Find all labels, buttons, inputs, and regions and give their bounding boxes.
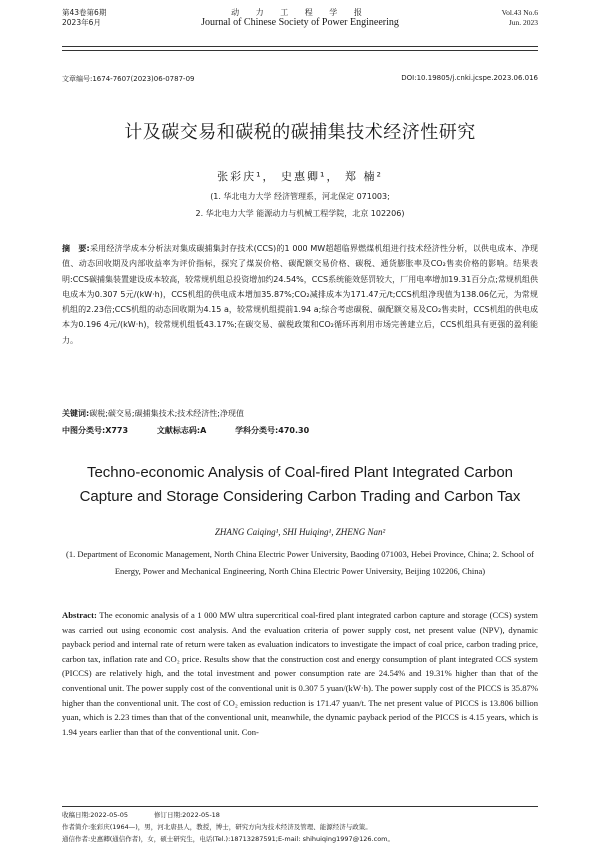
journal-volume-en bbox=[502, 8, 538, 28]
abstract-en-text: The economic analysis of a 1 000 MW ultra supercritical coal-fired plant integrated carbon capture and storage (CCS) system was carried out using economic cost analysis. And the evaluation criteria of power supply cost, net present value (NPV), dynamic payback period and internal rate of return were taken as evaluation indicators to investigate the impact of coal price, carbon trading price, carbon tax, inflation rate and CO₂ price. Results show that the construction cost and energy consumption of plant integrated CCS system (PICCS) are relatively high, and the total investment and power consumption rate are 24.54% and 19.31% higher than that of the conventional unit. The power supply cost of the conventional unit is 0.307 5 yuan/(kW·h). The power supply cost of the PICCS is 35.87% higher than the conventional unit. The cost of CO₂ emission reduction is 171.47 yuan/t. The net present value of PICCS is 13.806 billion yuan, which is 2.23 times than that of the conventional unit, meanwhile, the dynamic payback period of the PICCS is 4.15 years, which is 1.94 years earlier than that of the conventional unit. Con- bbox=[62, 610, 538, 737]
journal-volume bbox=[62, 8, 106, 28]
volume-issue-cn: 第43卷第6期 bbox=[62, 8, 107, 17]
authors-en: ZHANG Caiqing¹, SHI Huiqing¹, ZHENG Nan² bbox=[214, 527, 386, 537]
running-header bbox=[62, 8, 538, 46]
journal-name-cn: 动 力 工 程 学 报 bbox=[231, 8, 369, 17]
article-meta bbox=[62, 74, 538, 84]
revised-date: 修订日期:2022-05-18 bbox=[153, 811, 220, 819]
abstract-en-label: Abstract: bbox=[62, 610, 97, 620]
title-en: Techno-economic Analysis of Coal-fired Plant Integrated Carbon Capture and Storage Considering Carbon Trading and Carbon Tax bbox=[79, 464, 521, 505]
affiliation-cn-2: 2. 华北电力大学 能源动力与机械工程学院，北京 102206) bbox=[195, 209, 405, 218]
authors-cn: 张彩庆¹， 史惠卿¹， 郑 楠² bbox=[217, 170, 383, 183]
doi: DOI:10.19805/j.cnki.jcspe.2023.06.016 bbox=[401, 74, 538, 82]
footnote-dates bbox=[62, 811, 538, 819]
article-number: 文章编号:1674-7607(2023)06-0787-09 bbox=[62, 75, 195, 83]
subject-code: 学科分类号:470.30 bbox=[235, 426, 310, 435]
abstract-cn-label: 摘 要: bbox=[62, 244, 90, 253]
clc-number: 中图分类号:X773 bbox=[62, 426, 129, 435]
affiliations-en: (1. Department of Economic Management, North China Electric Power University, Baoding 071003, Hebei Province, China; 2. School of Energy, Power and Mechanical Engineering, North China Electric Power University, Beijing 102206, China) bbox=[65, 549, 535, 576]
header-rule bbox=[62, 46, 538, 51]
abstract-cn bbox=[62, 241, 538, 348]
title-cn: 计及碳交易和碳税的碳捕集技术经济性研究 bbox=[124, 122, 476, 143]
volume-issue-en: Vol.43 No.6 bbox=[501, 8, 538, 17]
keywords-cn-text: 碳税;碳交易;碳捕集技术;技术经济性;净现值 bbox=[89, 409, 244, 418]
affiliation-cn-1: (1. 华北电力大学 经济管理系，河北保定 071003; bbox=[210, 192, 390, 201]
keywords-cn-label: 关键词: bbox=[62, 409, 90, 418]
abstract-en bbox=[62, 608, 538, 739]
journal-name bbox=[180, 8, 420, 28]
abstract-cn-text: 采用经济学成本分析法对集成碳捕集封存技术(CCS)的1 000 MW超超临界燃煤机组进行技术经济性分析，以供电成本、净现值、动态回收期及内部收益率为评价指标，探究了煤炭价格、碳配额交易价格、碳税、通货膨胀率及CO₂售卖价格的影响。结果表明:CCS碳捕集装置建设成本较高，较常规机组总投资增加约24.54%，CCS系统能效惩罚较大，厂用电率增加19.31百分点;常规机组供电成本为0.307 5元/(kW·h)，CCS机组的供电成本增加35.87%;CO₂减排成本为171.47元/t;CCS机组净现值为138.06亿元，为常规机组的2.23倍;CCS机组的动态回收期为4.15 a，较常规机组提前1.94 a;综合考虑碳税、碳配额交易及CO₂售卖时，CCS机组的供电成本为0.196 4元/(kW·h)，较常规机组低43.17%;在碳交易、碳税政策和CO₂循环再利用市场完善建立后，CCS机组具有更强的盈利能力。 bbox=[62, 244, 538, 345]
date-cn: 2023年6月 bbox=[62, 18, 101, 27]
corresponding-author: 通信作者:史惠卿(通信作者)，女，硕士研究生，电话(Tel.):18713287591;E-mail: shihuiqing1997@126.com。 bbox=[62, 835, 395, 843]
author-bio: 作者简介:张彩庆(1964—)，男，河北唐县人，教授，博士，研究方向为技术经济及管理、能源经济与政策。 bbox=[62, 823, 372, 831]
received-date: 收稿日期:2022-05-05 bbox=[62, 811, 128, 819]
journal-name-en: Journal of Chinese Society of Power Engineering bbox=[201, 17, 399, 28]
footnote-rule bbox=[62, 806, 538, 807]
classification-line bbox=[62, 425, 538, 436]
date-en: Jun. 2023 bbox=[508, 18, 538, 27]
document-code: 文献标志码:A bbox=[156, 426, 207, 435]
keywords-cn bbox=[62, 408, 538, 419]
